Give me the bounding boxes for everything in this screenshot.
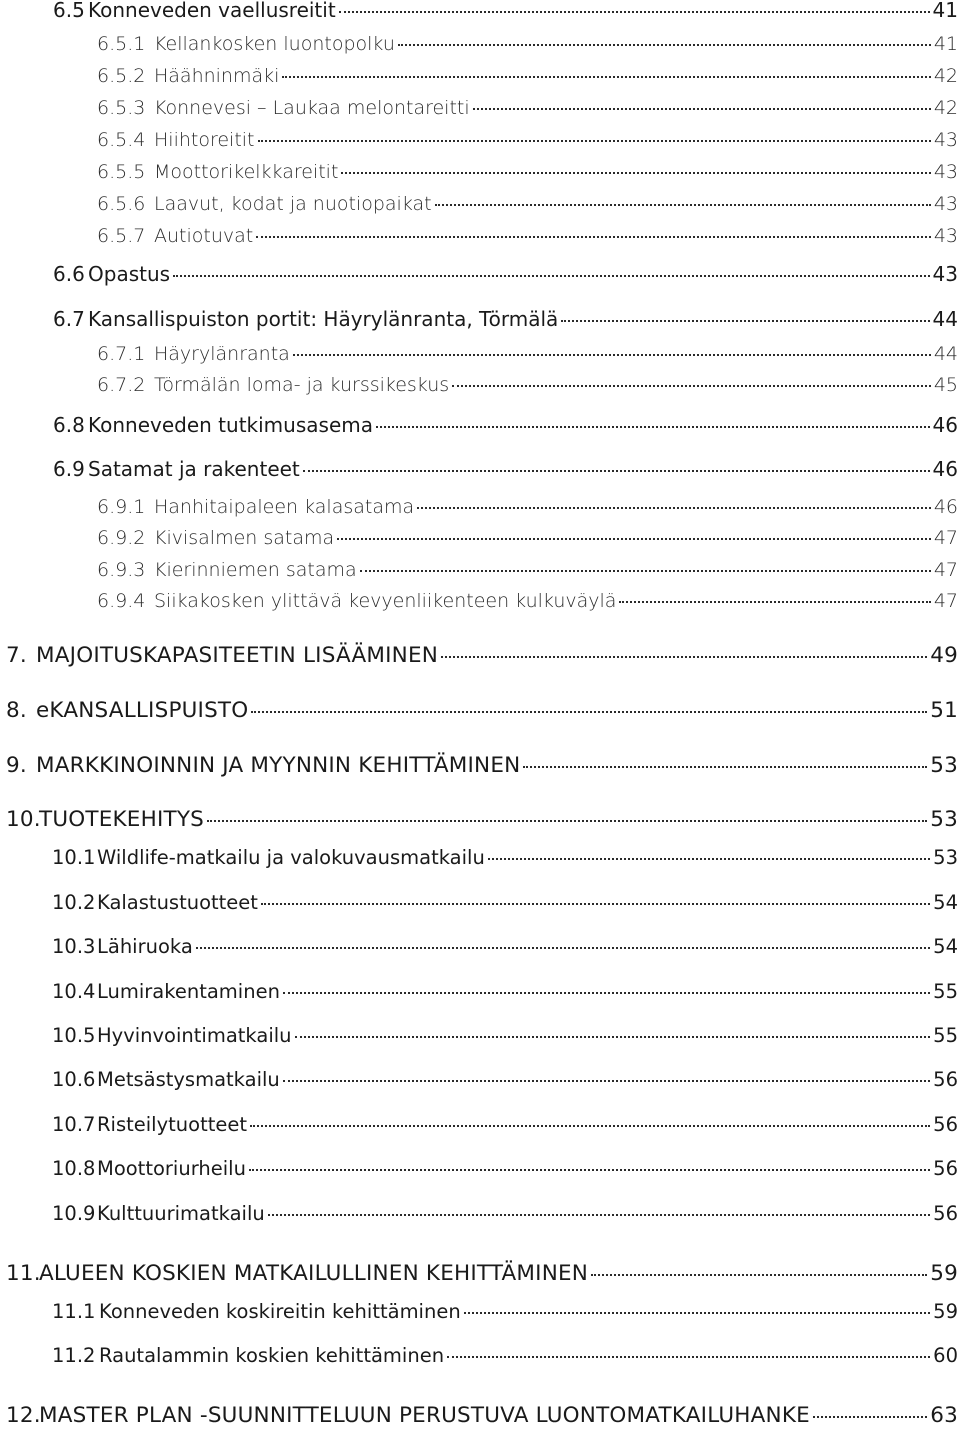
dot-leader: [464, 1312, 930, 1314]
toc-title: Lumirakentaminen: [97, 980, 280, 1003]
toc-number: 10.6: [52, 1068, 96, 1091]
toc-page-number: 45: [933, 374, 958, 396]
toc-page-number: 54: [933, 935, 958, 958]
toc-page-number: 47: [933, 527, 958, 549]
toc-entry[interactable]: [97, 496, 958, 526]
dot-leader: [435, 204, 931, 206]
toc-number: 10.: [6, 807, 41, 832]
toc-entry[interactable]: [97, 590, 958, 620]
dot-leader: [417, 507, 931, 509]
toc-entry[interactable]: [53, 307, 958, 337]
toc-number: 11.2: [52, 1344, 96, 1367]
toc-page-number: 47: [933, 590, 958, 612]
toc-number: 10.1: [52, 846, 96, 869]
toc-number: 6.5.2: [97, 65, 146, 87]
toc-entry[interactable]: [52, 1300, 958, 1330]
toc-title: Wildlife-matkailu ja valokuvausmatkailu: [97, 846, 485, 869]
toc-title: Risteilytuotteet: [97, 1113, 248, 1136]
dot-leader: [488, 858, 930, 860]
toc-page-number: 43: [932, 262, 958, 286]
toc-entry[interactable]: [6, 1403, 958, 1433]
toc-page-number: 56: [933, 1157, 958, 1180]
toc-entry[interactable]: [97, 65, 958, 95]
dot-leader: [376, 426, 930, 428]
toc-title: Kivisalmen satama: [154, 527, 335, 549]
toc-page-number: 42: [933, 97, 958, 119]
toc-title: Metsästysmatkailu: [97, 1068, 280, 1091]
dot-leader: [250, 1125, 930, 1127]
dot-leader: [447, 1356, 930, 1358]
dot-leader: [207, 820, 927, 822]
toc-title: Kierinniemen satama: [154, 559, 357, 581]
toc-number: 6.7.1: [97, 343, 146, 365]
dot-leader: [283, 992, 930, 994]
toc-number: 11.1: [52, 1300, 96, 1323]
toc-page-number: 44: [932, 307, 958, 331]
toc-page-number: 53: [930, 807, 958, 832]
dot-leader: [441, 656, 927, 658]
toc-entry[interactable]: [52, 1024, 958, 1054]
toc-title: Kalastustuotteet: [97, 891, 258, 914]
toc-entry[interactable]: [52, 935, 958, 965]
toc-title: ALUEEN KOSKIEN MATKAILULLINEN KEHITTÄMINEN: [39, 1261, 589, 1286]
toc-title: Opastus: [88, 262, 171, 286]
dot-leader: [398, 44, 931, 46]
dot-leader: [591, 1274, 927, 1276]
toc-number: 6.9.4: [97, 590, 146, 612]
toc-title: Rautalammin koskien kehittäminen: [99, 1344, 445, 1367]
toc-entry[interactable]: [6, 753, 958, 783]
dot-leader: [341, 172, 930, 174]
toc-entry[interactable]: [52, 980, 958, 1010]
toc-number: 6.6: [53, 262, 85, 286]
toc-number: 10.7: [52, 1113, 96, 1136]
toc-page-number: 43: [933, 225, 958, 247]
toc-page-number: 44: [933, 343, 958, 365]
toc-page-number: 43: [933, 193, 958, 215]
toc-number: 6.9.1: [97, 496, 146, 518]
toc-entry[interactable]: [6, 698, 958, 728]
toc-number: 12.: [6, 1403, 41, 1428]
dot-leader: [293, 354, 931, 356]
toc-title: Kansallispuiston portit: Häyrylänranta, Törmälä: [88, 307, 559, 331]
toc-number: 11.: [6, 1261, 41, 1286]
toc-entry[interactable]: [6, 807, 958, 837]
dot-leader: [256, 236, 931, 238]
dot-leader: [196, 947, 930, 949]
toc-title: Autiotuvat: [154, 225, 254, 247]
toc-page-number: 49: [930, 643, 958, 668]
toc-entry[interactable]: [97, 343, 958, 373]
toc-title: Konneveden koskireitin kehittäminen: [99, 1300, 461, 1323]
toc-number: 10.5: [52, 1024, 96, 1047]
toc-entry[interactable]: [53, 457, 958, 487]
toc-page-number: 56: [933, 1113, 958, 1136]
dot-leader: [258, 140, 931, 142]
dot-leader: [283, 1080, 930, 1082]
dot-leader: [295, 1036, 931, 1038]
toc-entry[interactable]: [53, 413, 958, 443]
dot-leader: [561, 320, 929, 322]
dot-leader: [251, 711, 927, 713]
dot-leader: [173, 275, 929, 277]
toc-page-number: 54: [933, 891, 958, 914]
dot-leader: [523, 766, 927, 768]
toc-page-number: 55: [933, 980, 958, 1003]
dot-leader: [619, 601, 930, 603]
toc-title: TUOTEKEHITYS: [39, 807, 205, 832]
toc-number: 6.5.1: [97, 33, 146, 55]
toc-entry[interactable]: [97, 129, 958, 159]
toc-number: 6.7.2: [97, 374, 146, 396]
toc-title: Siikakosken ylittävä kevyenliikenteen kulkuväylä: [154, 590, 617, 612]
toc-title: Laavut, kodat ja nuotiopaikat: [154, 193, 432, 215]
toc-entry[interactable]: [53, 262, 958, 292]
toc-title: Hanhitaipaleen kalasatama: [154, 496, 415, 518]
toc-entry[interactable]: [53, 0, 958, 28]
toc-entry[interactable]: [6, 643, 958, 673]
toc-title: Törmälän loma- ja kurssikeskus: [154, 374, 450, 396]
toc-number: 6.9.2: [97, 527, 146, 549]
toc-title: Moottorikelkkareitit: [154, 161, 339, 183]
toc-number: 9.: [6, 753, 27, 778]
toc-title: Häyrylänranta: [154, 343, 290, 365]
toc-number: 8.: [6, 698, 27, 723]
dot-leader: [249, 1169, 930, 1171]
toc-page-number: 56: [933, 1202, 958, 1225]
toc-number: 6.9: [53, 457, 85, 481]
dot-leader: [261, 903, 930, 905]
toc-page-number: 43: [933, 129, 958, 151]
dot-leader: [282, 76, 930, 78]
toc-page-number: 42: [933, 65, 958, 87]
toc-title: Kulttuurimatkailu: [97, 1202, 265, 1225]
toc-page-number: 41: [933, 33, 958, 55]
toc-entry[interactable]: [97, 374, 958, 404]
toc-entry[interactable]: [6, 1261, 958, 1291]
toc-number: 10.9: [52, 1202, 96, 1225]
toc-page-number: 46: [932, 413, 958, 437]
toc-page-number: 41: [932, 0, 958, 22]
toc-title: Konnevesi – Laukaa melontareitti: [154, 97, 470, 119]
toc-page-number: 46: [933, 496, 958, 518]
toc-number: 10.2: [52, 891, 96, 914]
toc-number: 6.5.3: [97, 97, 146, 119]
toc-page-number: 53: [933, 846, 958, 869]
toc-title: Hiihtoreitit: [154, 129, 255, 151]
toc-entry[interactable]: [52, 1113, 958, 1143]
toc-number: 6.5.5: [97, 161, 146, 183]
toc-entry[interactable]: [97, 527, 958, 557]
toc-number: 10.3: [52, 935, 96, 958]
toc-entry[interactable]: [97, 193, 958, 223]
toc-page-number: 53: [930, 753, 958, 778]
dot-leader: [337, 538, 931, 540]
toc-title: MAJOITUSKAPASITEETIN LISÄÄMINEN: [36, 643, 439, 668]
toc-number: 6.8: [53, 413, 85, 437]
toc-number: 6.9.3: [97, 559, 146, 581]
dot-leader: [813, 1416, 927, 1418]
toc-title: Konneveden tutkimusasema: [88, 413, 373, 437]
toc-title: Moottoriurheilu: [97, 1157, 246, 1180]
dot-leader: [303, 470, 930, 472]
toc-entry[interactable]: [52, 1068, 958, 1098]
toc-page-number: 63: [930, 1403, 958, 1428]
toc-entry[interactable]: [52, 891, 958, 921]
toc-page-number: 56: [933, 1068, 958, 1091]
toc-title: eKANSALLISPUISTO: [36, 698, 249, 723]
toc-entry[interactable]: [97, 225, 958, 255]
toc-title: MASTER PLAN -SUUNNITTELUUN PERUSTUVA LUONTOMATKAILUHANKE: [39, 1403, 810, 1428]
toc-page-number: 60: [933, 1344, 958, 1367]
toc-title: Häähninmäki: [154, 65, 280, 87]
toc-page-number: 47: [933, 559, 958, 581]
toc-entry[interactable]: [97, 97, 958, 127]
toc-number: 6.5.6: [97, 193, 146, 215]
toc-entry[interactable]: [97, 33, 958, 63]
toc-title: Kellankosken luontopolku: [154, 33, 395, 55]
toc-number: 6.5.7: [97, 225, 146, 247]
toc-page-number: 43: [933, 161, 958, 183]
toc-number: 6.5.4: [97, 129, 146, 151]
toc-number: 10.8: [52, 1157, 96, 1180]
toc-number: 6.7: [53, 307, 85, 331]
toc-page-number: 59: [930, 1261, 958, 1286]
toc-page-number: 46: [932, 457, 958, 481]
toc-entry[interactable]: [52, 1344, 958, 1374]
toc-page-number: 55: [933, 1024, 958, 1047]
toc-title: Lähiruoka: [97, 935, 193, 958]
toc-number: 10.4: [52, 980, 96, 1003]
dot-leader: [360, 570, 931, 572]
toc-entry[interactable]: [97, 559, 958, 589]
toc-entry[interactable]: [52, 846, 958, 876]
toc-title: Hyvinvointimatkailu: [97, 1024, 292, 1047]
toc-number: 6.5: [53, 0, 85, 22]
dot-leader: [339, 11, 930, 13]
dot-leader: [268, 1214, 930, 1216]
toc-title: Satamat ja rakenteet: [88, 457, 300, 481]
dot-leader: [452, 385, 931, 387]
toc-number: 7.: [6, 643, 27, 668]
toc-title: MARKKINOINNIN JA MYYNNIN KEHITTÄMINEN: [36, 753, 521, 778]
toc-entry[interactable]: [97, 161, 958, 191]
toc-title: Konneveden vaellusreitit: [88, 0, 336, 22]
dot-leader: [473, 108, 931, 110]
toc-page-number: 59: [933, 1300, 958, 1323]
toc-page-number: 51: [930, 698, 958, 723]
toc-entry[interactable]: [52, 1157, 958, 1187]
toc-entry[interactable]: [52, 1202, 958, 1232]
